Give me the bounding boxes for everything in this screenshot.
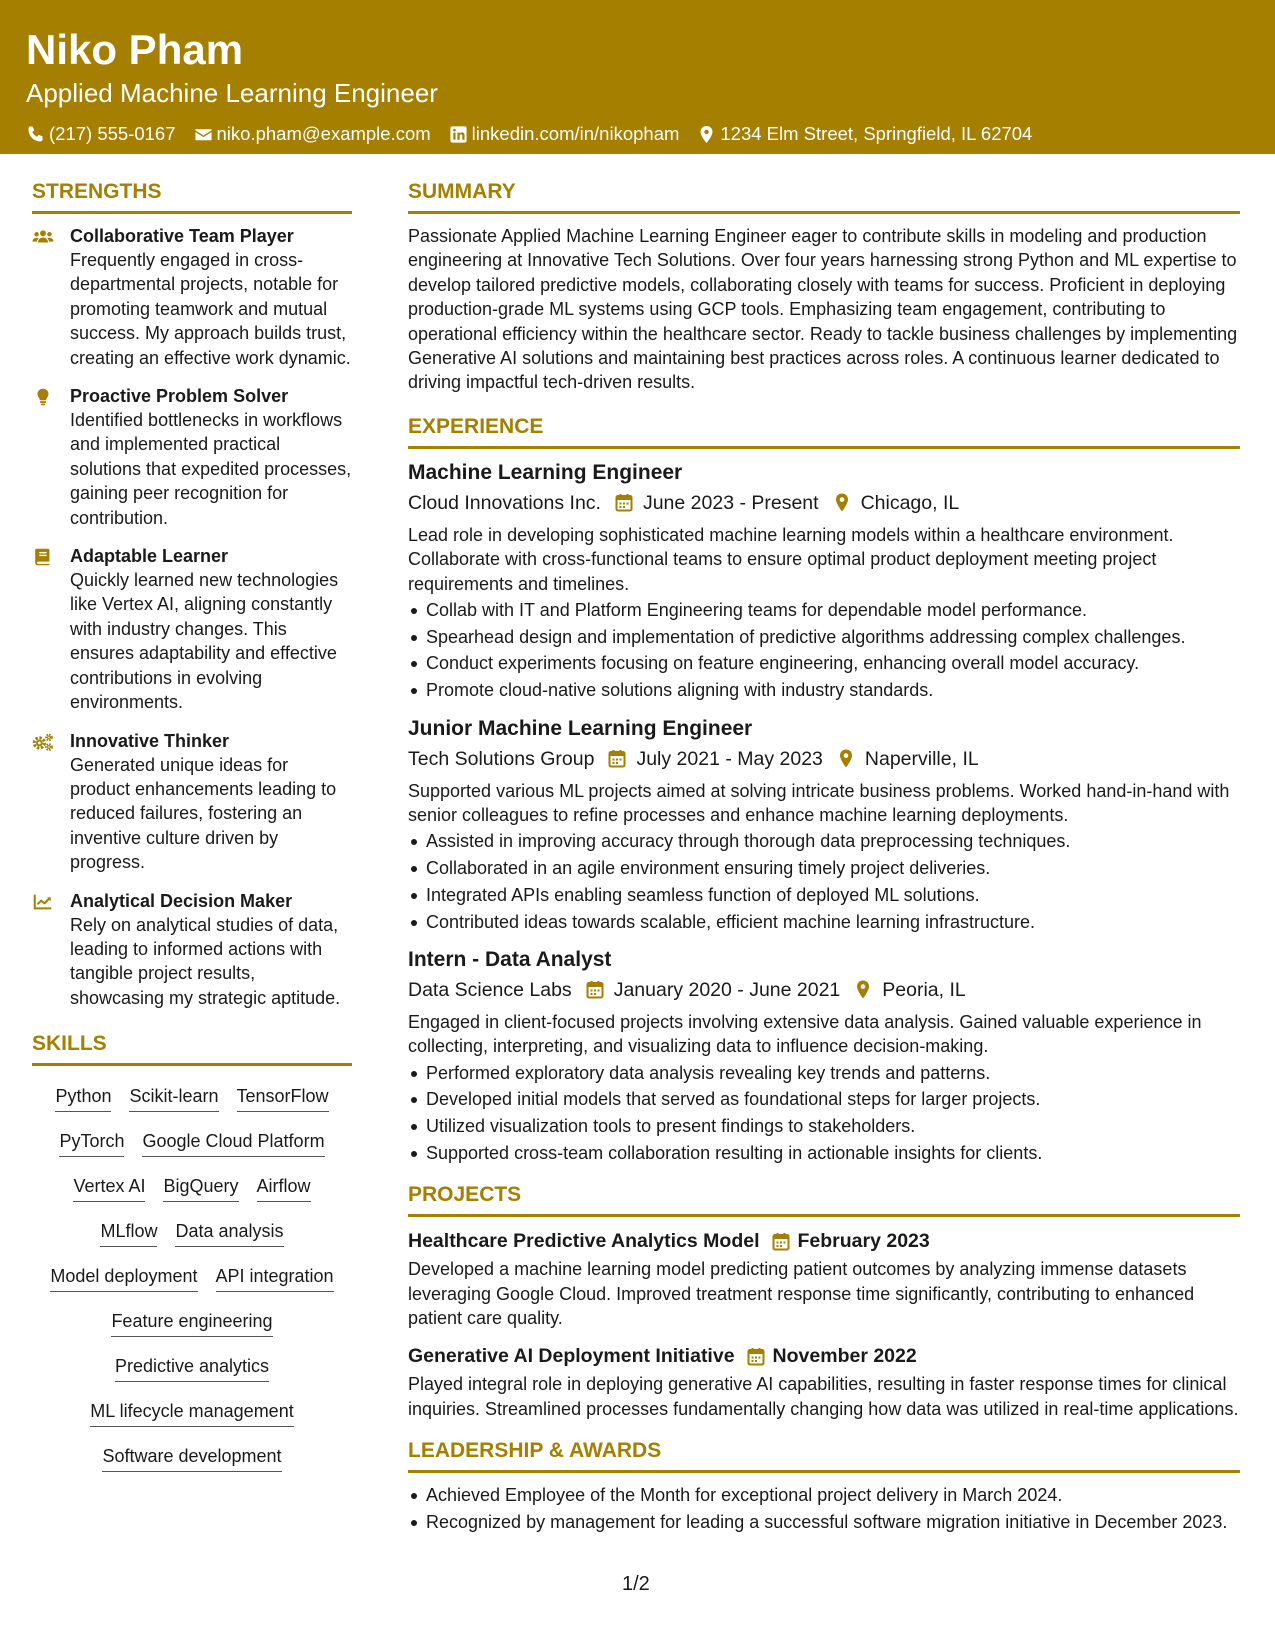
strength-item xyxy=(32,224,352,370)
strength-item xyxy=(32,544,352,714)
skill-tag: ML lifecycle management xyxy=(90,1399,293,1427)
email-text: niko.pham@example.com xyxy=(216,123,431,144)
job-entry xyxy=(408,459,1240,703)
list-item: Contributed ideas towards scalable, efficient machine learning infrastructure. xyxy=(408,910,1240,934)
envelope-icon xyxy=(194,125,213,144)
calendar-icon xyxy=(608,749,626,768)
contact-linkedin[interactable] xyxy=(449,122,680,146)
summary-heading: SUMMARY xyxy=(408,178,1240,214)
list-item: Spearhead design and implementation of predictive algorithms addressing complex challenges. xyxy=(408,625,1240,649)
users-icon xyxy=(32,227,54,247)
project-date: November 2022 xyxy=(772,1345,917,1368)
address-text: 1234 Elm Street, Springfield, IL 62704 xyxy=(720,123,1033,144)
project-header xyxy=(408,1342,1240,1370)
strength-desc: Generated unique ideas for product enhancements leading to reduced failures, fostering an inventive culture driven by progress. xyxy=(70,754,337,873)
skill-tag: TensorFlow xyxy=(237,1084,329,1112)
project-name: Healthcare Predictive Analytics Model xyxy=(408,1230,760,1253)
lightbulb-icon xyxy=(32,387,54,407)
contact-email[interactable] xyxy=(194,122,431,146)
skill-tag: Google Cloud Platform xyxy=(142,1129,324,1157)
linkedin-text: linkedin.com/in/nikopham xyxy=(471,123,680,144)
list-item: Developed initial models that served as foundational steps for larger projects. xyxy=(408,1087,1240,1111)
list-item: Collab with IT and Platform Engineering teams for dependable model performance. xyxy=(408,598,1240,622)
page-number: 1/2 xyxy=(622,1573,650,1595)
gears-icon xyxy=(32,732,54,752)
skill-tag: PyTorch xyxy=(59,1129,124,1157)
strength-desc: Rely on analytical studies of data, leading to informed actions with tangible project results, showcasing my strategic aptitude. xyxy=(70,914,341,1008)
summary-text: Passionate Applied Machine Learning Engineer eager to contribute skills in modeling and production engineering at Innovative Tech Solutions. Over four years harnessing strong Python and ML expertise to develop tailored predictive models, collaborating closely with teams for success. Proficient in deploying production-grade ML systems using GCP tools. Emphasizing team engagement, contributing to operational efficiency within the healthcare sector. Ready to tackle business challenges by implementing Generative AI solutions and maintaining best practices across roles. A continuous learner dedicated to driving impactful tech-driven results. xyxy=(408,226,1238,393)
list-item: Achieved Employee of the Month for exceptional project delivery in March 2024. xyxy=(408,1483,1240,1507)
contact-phone[interactable] xyxy=(26,122,176,146)
strength-item xyxy=(32,889,352,1011)
job-bullets xyxy=(408,598,1240,703)
list-item: Utilized visualization tools to present findings to stakeholders. xyxy=(408,1114,1240,1138)
awards-list xyxy=(408,1483,1240,1534)
strength-title: Adaptable Learner xyxy=(70,546,229,567)
job-meta xyxy=(408,745,1240,773)
strength-item xyxy=(32,729,352,875)
map-marker-icon xyxy=(854,980,872,999)
job-location: Naperville, IL xyxy=(864,747,979,770)
candidate-name: Niko Pham xyxy=(26,26,244,73)
experience-heading: EXPERIENCE xyxy=(408,413,1240,449)
skill-tag: Scikit-learn xyxy=(129,1084,218,1112)
list-item: Assisted in improving accuracy through thorough data preprocessing techniques. xyxy=(408,829,1240,853)
left-column xyxy=(32,178,352,1481)
map-marker-icon xyxy=(833,493,851,512)
job-dates: July 2021 - May 2023 xyxy=(636,747,823,770)
skill-tag: MLflow xyxy=(100,1219,157,1247)
project-header xyxy=(408,1227,1240,1255)
contact-address xyxy=(697,122,1032,146)
job-title: Intern - Data Analyst xyxy=(408,947,612,971)
list-item: Performed exploratory data analysis revealing key trends and patterns. xyxy=(408,1061,1240,1085)
strengths-heading: STRENGTHS xyxy=(32,178,352,214)
project-entry xyxy=(408,1227,1240,1330)
job-location: Peoria, IL xyxy=(882,978,966,1001)
projects-heading: PROJECTS xyxy=(408,1181,1240,1217)
strength-desc: Quickly learned new technologies like Vertex AI, aligning constantly with industry changes. This ensures adaptability and effective contributions in evolving environments. xyxy=(70,570,339,713)
job-title: Machine Learning Engineer xyxy=(408,460,683,484)
job-description: Lead role in developing sophisticated machine learning models within a healthcare environment. Collaborate with cross-functional teams to ensure optimal product deployment meeting project requirements and timelines. xyxy=(408,524,1174,594)
skill-tag: Software development xyxy=(102,1444,281,1472)
skill-tag: Vertex AI xyxy=(73,1174,145,1202)
list-item: Collaborated in an agile environment ensuring timely project deliveries. xyxy=(408,856,1240,880)
project-entry xyxy=(408,1342,1240,1421)
job-title: Junior Machine Learning Engineer xyxy=(408,716,753,740)
list-item: Integrated APIs enabling seamless function of deployed ML solutions. xyxy=(408,883,1240,907)
phone-icon xyxy=(26,125,45,144)
job-company: Tech Solutions Group xyxy=(408,747,595,770)
job-meta xyxy=(408,976,1240,1004)
awards-heading: LEADERSHIP & AWARDS xyxy=(408,1437,1240,1473)
project-name: Generative AI Deployment Initiative xyxy=(408,1345,735,1368)
job-description: Supported various ML projects aimed at solving intricate business problems. Worked hand-in-hand with senior colleagues to refine processes and enhance machine learning deployments. xyxy=(408,780,1230,825)
list-item: Promote cloud-native solutions aligning with industry standards. xyxy=(408,678,1240,702)
calendar-icon xyxy=(586,980,604,999)
phone-text: (217) 555-0167 xyxy=(49,123,176,144)
job-company: Data Science Labs xyxy=(408,978,572,1001)
strength-desc: Identified bottlenecks in workflows and implemented practical solutions that expedited processes, gaining peer recognition for contribution. xyxy=(70,410,352,528)
strength-item xyxy=(32,384,352,530)
job-entry xyxy=(408,715,1240,934)
skill-tag: Python xyxy=(55,1084,111,1112)
skill-tag: BigQuery xyxy=(163,1174,238,1202)
job-description: Engaged in client-focused projects involving extensive data analysis. Gained valuable experience in collecting, interpreting, and visualizing data to influence decision-making. xyxy=(408,1011,1202,1057)
calendar-icon xyxy=(615,493,633,512)
skill-tag: Predictive analytics xyxy=(115,1354,269,1382)
candidate-title: Applied Machine Learning Engineer xyxy=(26,78,438,108)
project-date: February 2023 xyxy=(797,1230,930,1253)
skill-tag: Airflow xyxy=(257,1174,311,1202)
skill-tag: API integration xyxy=(216,1264,334,1292)
strength-title: Innovative Thinker xyxy=(70,730,230,751)
calendar-icon xyxy=(747,1347,765,1366)
job-dates: January 2020 - June 2021 xyxy=(613,978,841,1001)
strength-desc: Frequently engaged in cross-departmental projects, notable for promoting teamwork and mutual success. My approach builds trust, creating an effective work dynamic. xyxy=(70,250,351,368)
project-description: Developed a machine learning model predicting patient outcomes by analyzing immense datasets leveraging Google Cloud. Improved treatment response time significantly, contributing to enhanced patient care quality. xyxy=(408,1259,1195,1329)
list-item: Supported cross-team collaboration resulting in actionable insights for clients. xyxy=(408,1141,1240,1165)
job-meta xyxy=(408,489,1240,517)
skill-tag: Data analysis xyxy=(175,1219,283,1247)
job-company: Cloud Innovations Inc. xyxy=(408,491,601,514)
resume-header xyxy=(0,0,1275,154)
skill-tag: Feature engineering xyxy=(111,1309,272,1337)
right-column xyxy=(408,178,1240,1537)
job-bullets xyxy=(408,829,1240,934)
map-marker-icon xyxy=(837,749,855,768)
job-bullets xyxy=(408,1061,1240,1166)
job-dates: June 2023 - Present xyxy=(642,491,819,514)
project-description: Played integral role in deploying generative AI capabilities, resulting in faster response times for clinical inquiries. Streamlined processes fundamentally changing how data was utilized in real-time applications. xyxy=(408,1374,1239,1419)
job-location: Chicago, IL xyxy=(860,491,960,514)
strength-title: Collaborative Team Player xyxy=(70,226,294,246)
list-item: Conduct experiments focusing on feature engineering, enhancing overall model accuracy. xyxy=(408,651,1240,675)
strength-title: Analytical Decision Maker xyxy=(70,890,293,911)
chart-line-icon xyxy=(32,892,54,912)
map-marker-icon xyxy=(697,125,716,144)
skills-list xyxy=(32,1076,352,1481)
strength-title: Proactive Problem Solver xyxy=(70,386,289,407)
contact-bar xyxy=(26,122,1249,146)
linkedin-icon xyxy=(449,125,468,144)
calendar-icon xyxy=(772,1232,790,1251)
book-icon xyxy=(32,547,54,567)
job-entry xyxy=(408,946,1240,1165)
skill-tag: Model deployment xyxy=(50,1264,197,1292)
skills-heading: SKILLS xyxy=(32,1030,352,1066)
list-item: Recognized by management for leading a successful software migration initiative in December 2023. xyxy=(408,1510,1240,1534)
